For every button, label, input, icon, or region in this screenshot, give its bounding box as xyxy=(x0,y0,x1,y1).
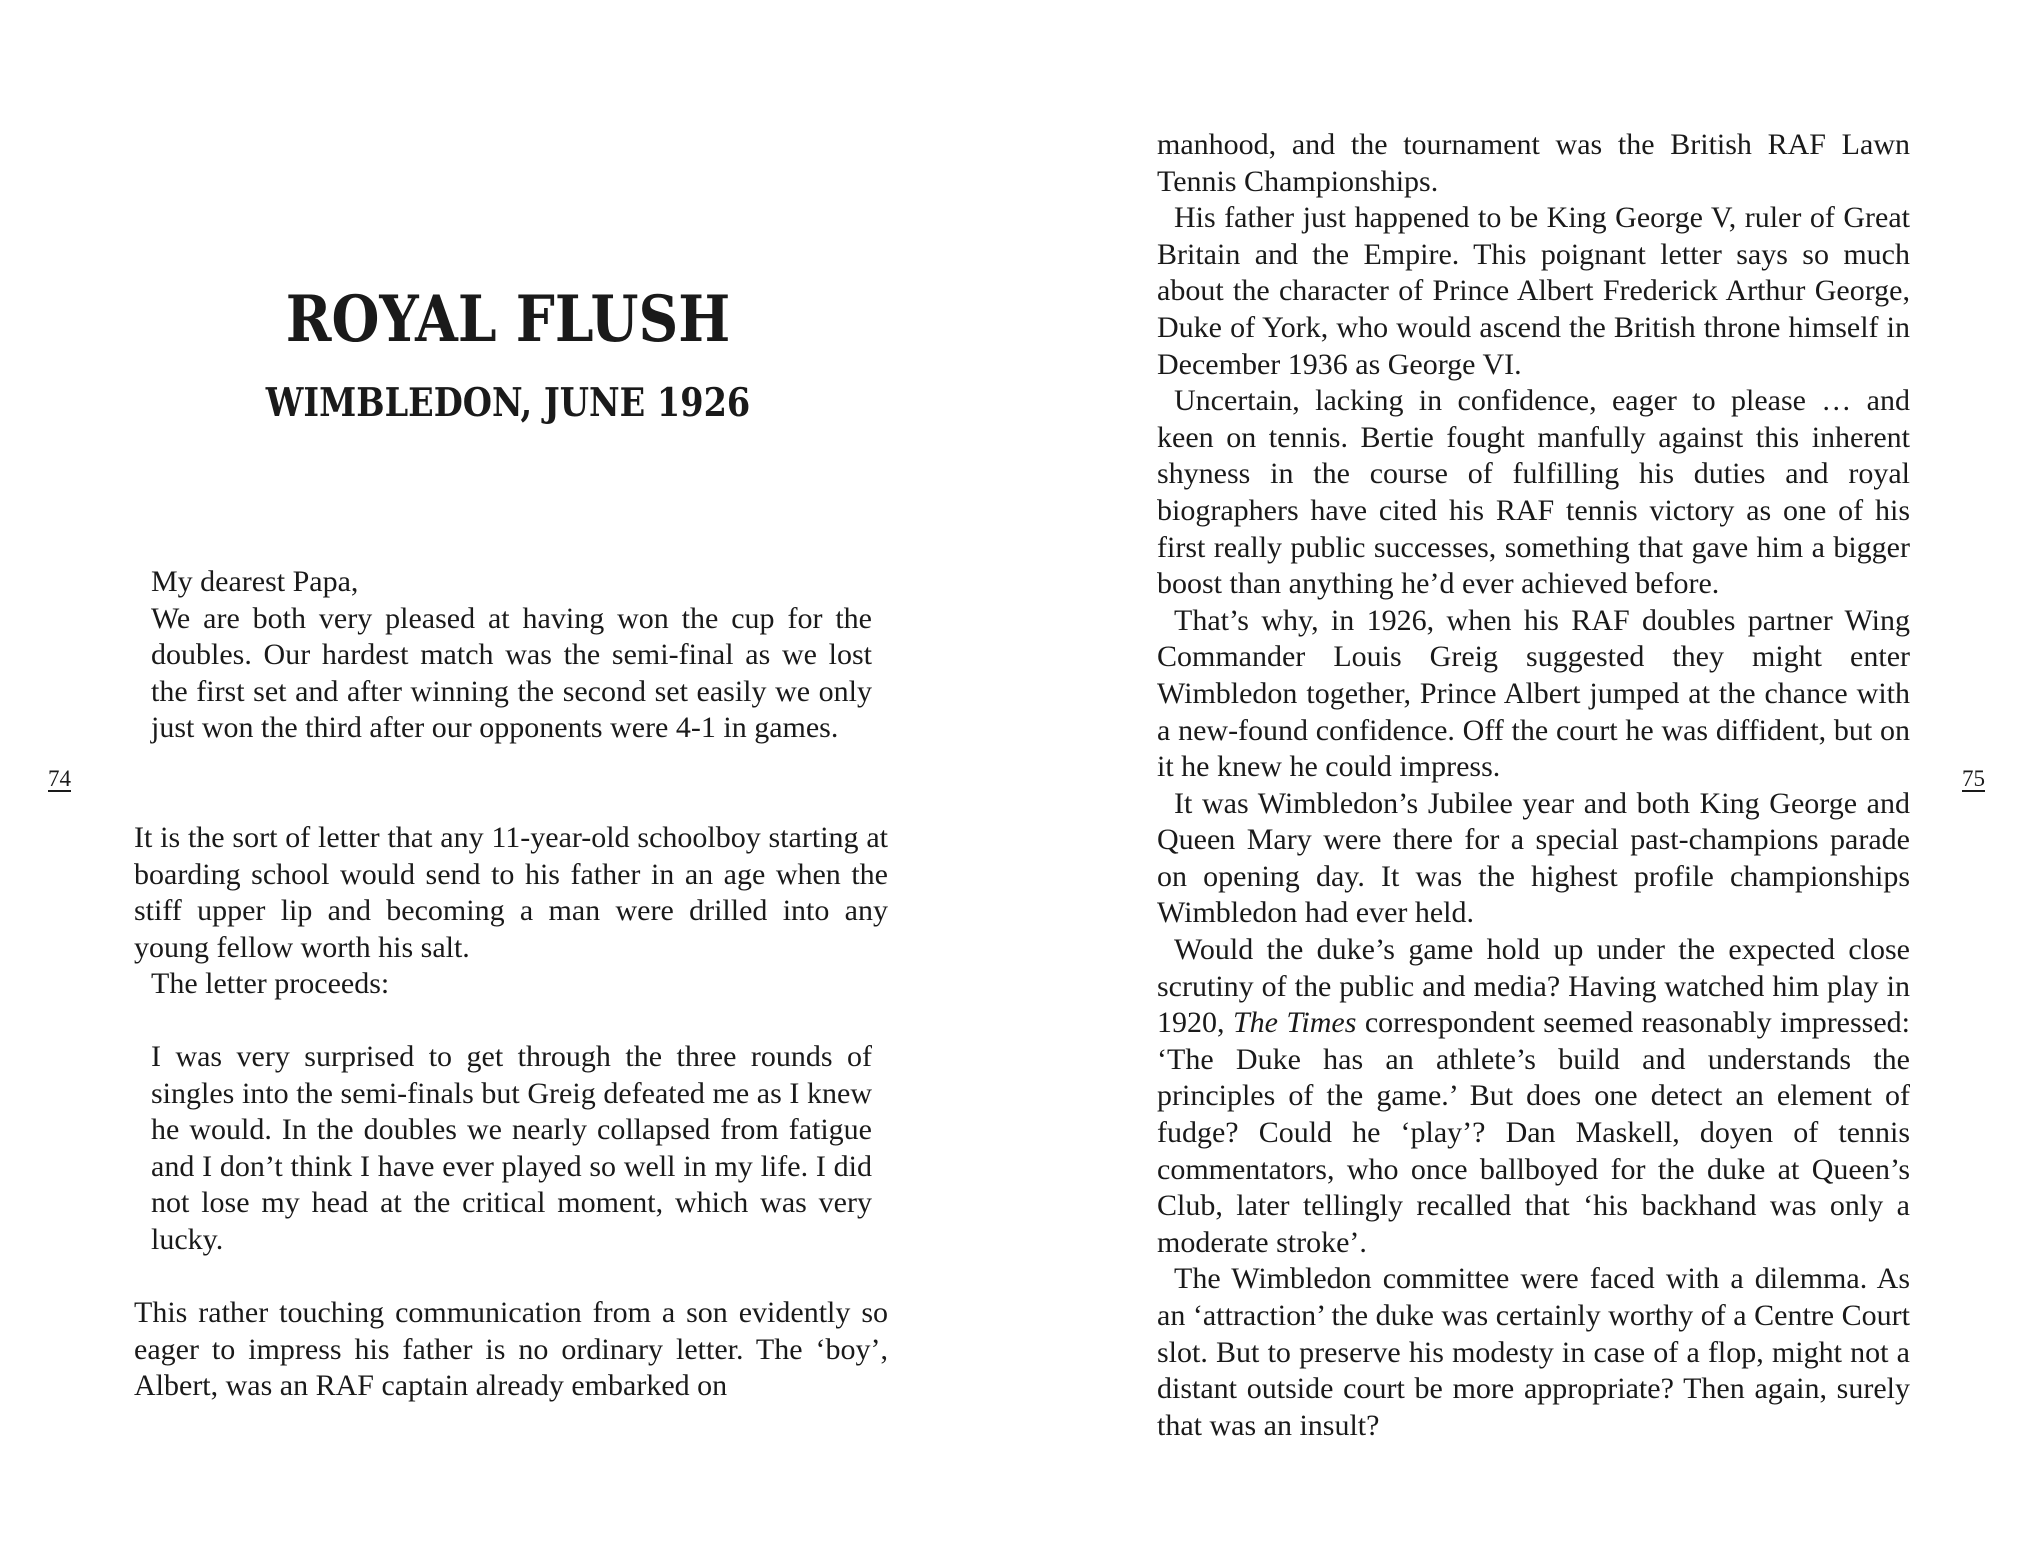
letter-excerpt-1 xyxy=(151,564,872,747)
letter-excerpt-2 xyxy=(151,1039,872,1259)
paragraph xyxy=(1157,932,1910,1261)
right-page xyxy=(1016,0,2032,1560)
paragraph: The letter proceeds: xyxy=(151,967,390,1001)
letter-body-2: I was very surprised to get through the three rounds of singles into the semi-finals but Greig defeated me as I knew he would. In the doubles we nearly collapsed from fatigue and I don’t think I have ever played so well in my life. I did not lose my head at the critical moment, which was very lucky. xyxy=(151,1040,872,1256)
publication-title: The Times xyxy=(1232,1006,1357,1040)
paragraph: It was Wimbledon’s Jubilee year and both King George and Queen Mary were there for a special past-champions parade on opening day. It was the highest profile championships Wimbledon had ever held. xyxy=(1157,786,1910,930)
paragraph: The Wimbledon committee were faced with a dilemma. As an ‘attraction’ the duke was certainly worthy of a Centre Court slot. But to preserve his modesty in case of a flop, might not a distant outside court be more appropriate? Then again, surely that was an insult? xyxy=(1157,1262,1910,1442)
paragraph: Uncertain, lacking in confidence, eager to please … and keen on tennis. Bertie fought manfully against this inherent shyness in the course of fulfilling his duties and royal biographers have cited his RAF tennis victory as one of his first really public successes, something that gave him a bigger boost than anything he’d ever achieved before. xyxy=(1157,384,1910,601)
page-number: 75 xyxy=(1962,766,1985,791)
text-run: Would the duke’s game hold up under the expected close scrutiny of the public and media? Having watched him play in 1920, xyxy=(1157,933,1910,1040)
page-number: 74 xyxy=(48,766,71,791)
text-run: correspondent seemed reasonably impressed: ‘The Duke has an athlete’s build and understands the principles of the game.’ But does one detect an element of fudge? Could he ‘play’? Dan Maskell, doyen of tennis commentators, who once ballboyed for the duke at Queen’s Club, later tellingly recalled that ‘his backhand was only a moderate stroke’. xyxy=(1157,1006,1910,1259)
letter-body-1: We are both very pleased at having won the cup for the doubles. Our hardest match was the semi-final as we lost the first set and after winning the second set easily we only just won the third after our opponents were 4-1 in games. xyxy=(151,601,872,745)
letter-salutation: My dearest Papa, xyxy=(151,565,359,598)
paragraph: manhood, and the tournament was the British RAF Lawn Tennis Championships. xyxy=(1157,128,1910,198)
paragraph: That’s why, in 1926, when his RAF doubles partner Wing Commander Louis Greig suggested they might enter Wimbledon together, Prince Albert jumped at the chance with a new-found confidence. Off the court he was diffident, but on it he knew he could impress. xyxy=(1157,603,1910,784)
paragraph: His father just happened to be King George V, ruler of Great Britain and the Empire. This poignant letter says so much about the character of Prince Albert Frederick Arthur George, Duke of York, who would ascend the British throne himself in December 1936 as George VI. xyxy=(1157,201,1910,381)
left-body-text xyxy=(134,820,888,1003)
chapter-title: ROYAL FLUSH xyxy=(285,282,731,357)
right-body-text xyxy=(1157,127,1910,1444)
left-body-text-2 xyxy=(134,1295,888,1405)
paragraph: It is the sort of letter that any 11-year-old schoolboy starting at boarding school would send to his father in an age when the stiff upper lip and becoming a man were drilled into any young fellow worth his salt. xyxy=(134,821,888,964)
paragraph: This rather touching communication from a son evidently so eager to impress his father is no ordinary letter. The ‘boy’, Albert, was an RAF captain already embarked on xyxy=(134,1296,888,1403)
chapter-subtitle: WIMBLEDON, JUNE 1926 xyxy=(265,380,751,426)
